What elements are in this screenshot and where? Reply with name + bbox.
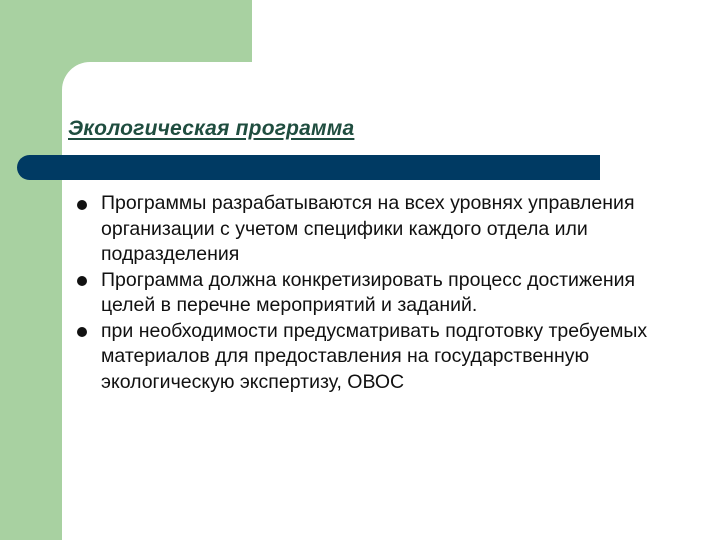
bullet-item bbox=[72, 191, 682, 268]
bullet-text: при необходимости предусматривать подготовку требуемых материалов для предоставления на государственную экологическую экспертизу, ОВОС bbox=[101, 319, 648, 393]
bullet-text: Программы разрабатываются на всех уровнях управления организации с учетом специфики каждого отдела или подразделения bbox=[101, 192, 635, 265]
bullet-dot-icon bbox=[77, 276, 87, 286]
bullet-item bbox=[72, 268, 682, 319]
slide-title: Экологическая программа bbox=[68, 117, 355, 140]
bullet-text: Программа должна конкретизировать процесс достижения целей в перечне мероприятий и заданий. bbox=[101, 268, 636, 316]
bullet-item bbox=[72, 319, 682, 396]
bullet-dot-icon bbox=[77, 200, 87, 210]
title-divider-bar bbox=[17, 155, 600, 180]
bullet-list bbox=[72, 191, 682, 395]
bullet-dot-icon bbox=[77, 327, 87, 337]
